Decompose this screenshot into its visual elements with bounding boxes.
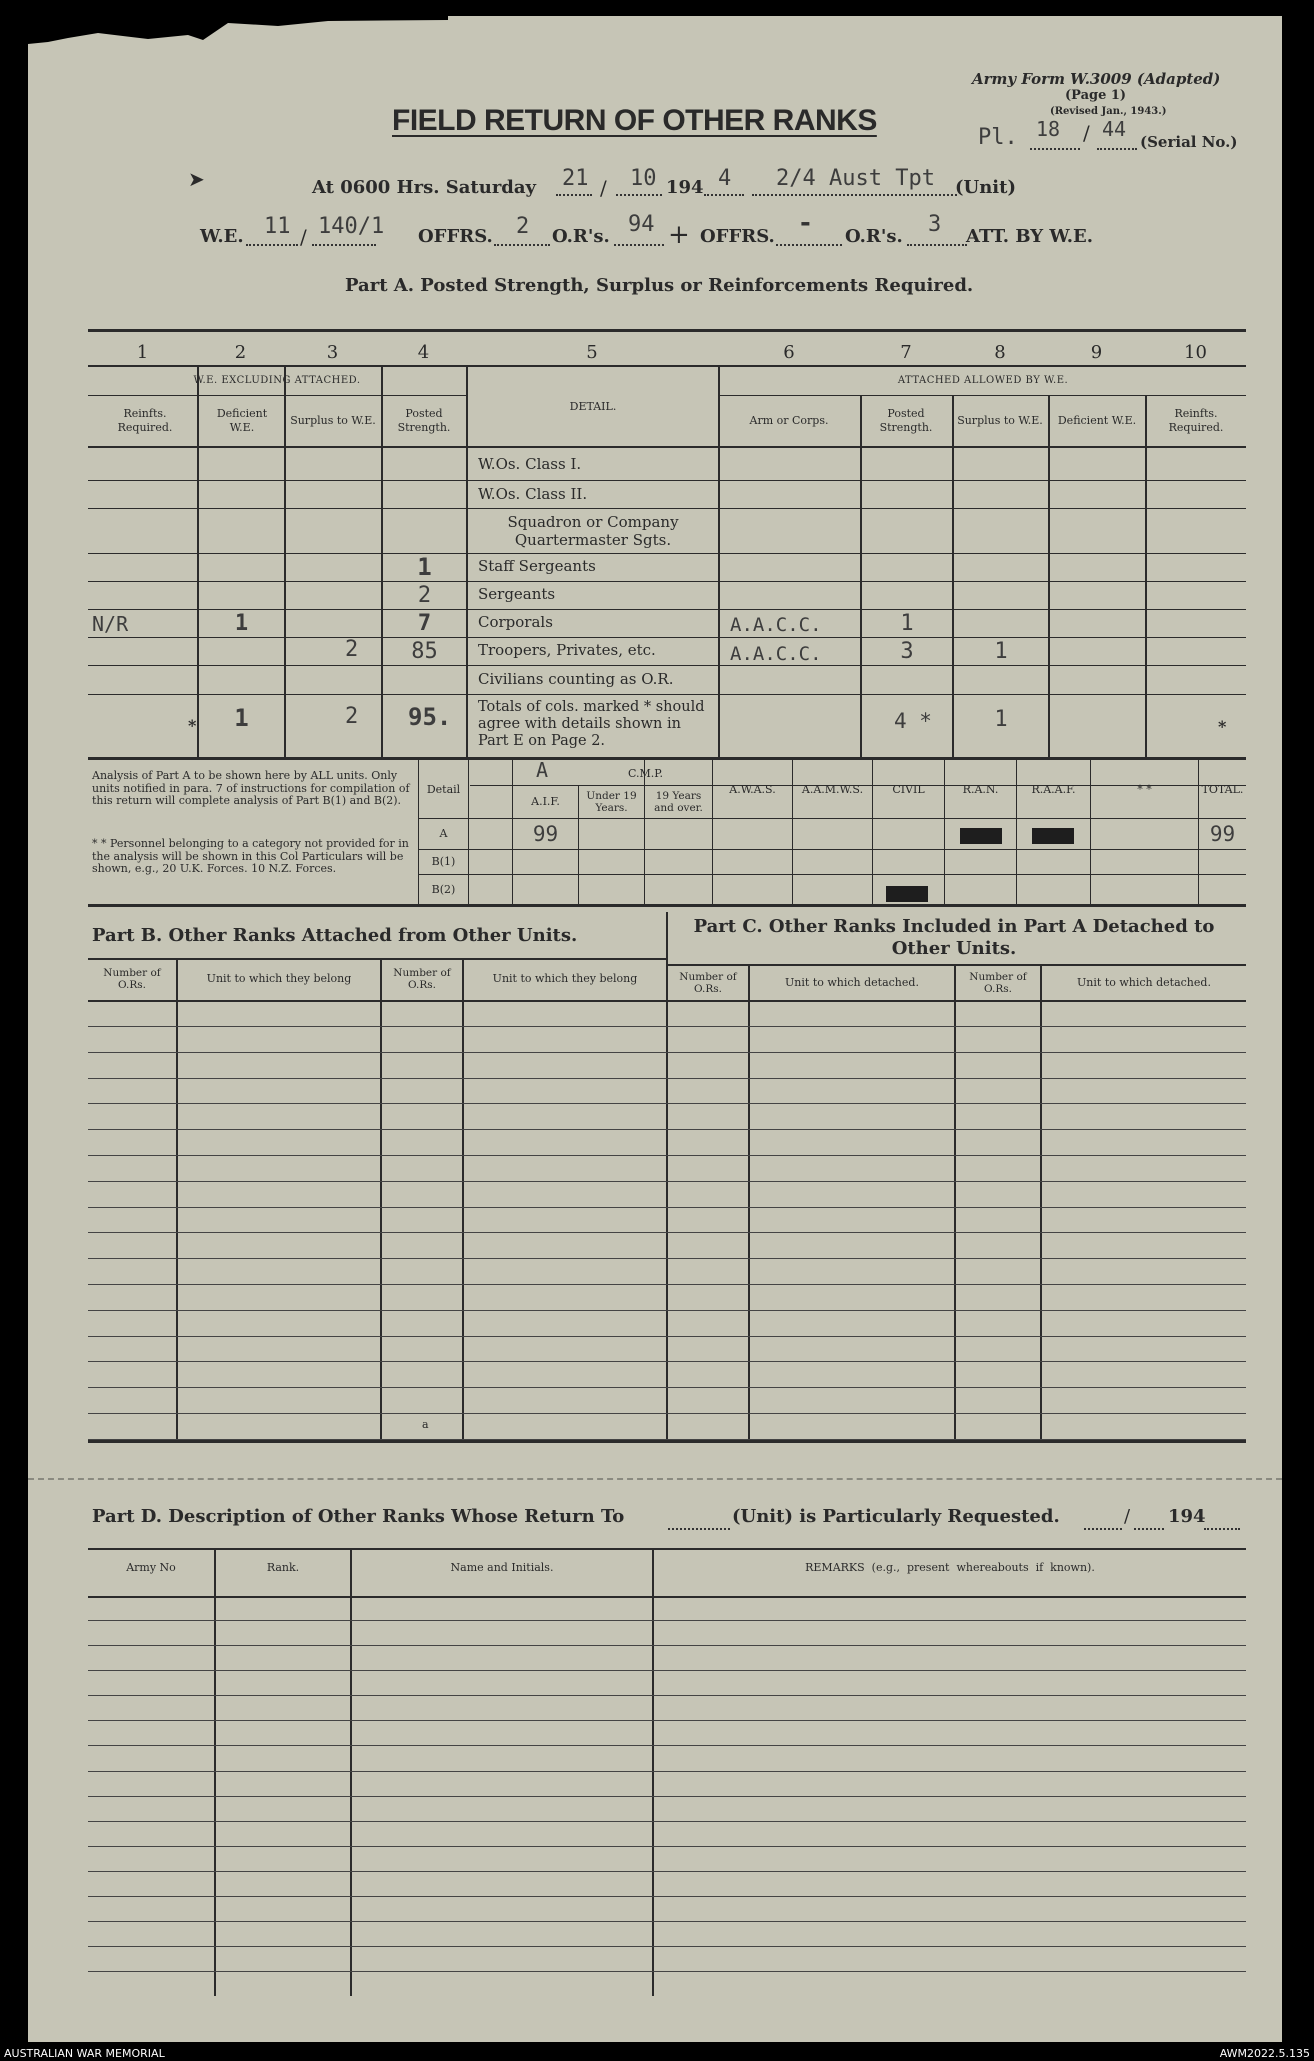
time-label: At 0600 Hrs. Saturday bbox=[312, 177, 537, 198]
unit-label: (Unit) bbox=[955, 177, 1016, 198]
header-attached-reinfts: Reinfts. Required. bbox=[1168, 407, 1224, 434]
form-number: Army Form W.3009 (Adapted) bbox=[972, 70, 1221, 88]
col-number-8: 8 bbox=[994, 341, 1006, 363]
we-label: W.E. bbox=[200, 226, 244, 247]
redaction-raaf bbox=[1032, 828, 1074, 844]
header-civil: CIVIL bbox=[892, 783, 925, 796]
totals-asterisk-10: * bbox=[1218, 717, 1227, 736]
header-19-over: 19 Years and over. bbox=[654, 790, 703, 814]
partb-header-num-2: Number of O.Rs. bbox=[393, 967, 451, 991]
group-header-right: ATTACHED ALLOWED BY W.E. bbox=[897, 375, 1069, 386]
troopers-surplus: 2 bbox=[345, 637, 359, 662]
header-aamws: A.A.M.W.S. bbox=[801, 783, 864, 796]
ruled-line bbox=[88, 1896, 1246, 1897]
sergeants-posted: 2 bbox=[417, 582, 432, 608]
col-number-6: 6 bbox=[783, 341, 795, 363]
ruled-line bbox=[88, 1771, 1246, 1772]
ruled-line bbox=[88, 1387, 1246, 1388]
totals-surplus: 2 bbox=[345, 704, 359, 729]
header-aif: A.I.F. bbox=[531, 795, 560, 808]
group-header-left: W.E. EXCLUDING ATTACHED. bbox=[193, 375, 361, 386]
partb-header-unit-2: Unit to which they belong bbox=[492, 972, 638, 985]
revised-date: (Revised Jan., 1943.) bbox=[1050, 106, 1167, 117]
ruled-line bbox=[88, 1336, 1246, 1337]
analysis-row-a: A bbox=[439, 827, 448, 840]
ruled-line bbox=[88, 1620, 1246, 1621]
header-ran: R.A.N. bbox=[962, 783, 999, 796]
header-surplus-we: Surplus to W.E. bbox=[290, 414, 376, 427]
totals-att-posted: 4 * bbox=[894, 709, 932, 733]
ruled-line bbox=[88, 1971, 1246, 1972]
row-detail-sergeants: Sergeants bbox=[478, 585, 556, 603]
cmp-label: C.M.P. bbox=[628, 767, 663, 780]
total-row-a: 99 bbox=[1209, 822, 1236, 846]
analysis-row-b1: B(1) bbox=[431, 855, 456, 868]
col-number-1: 1 bbox=[136, 341, 149, 363]
partb-mark: a bbox=[422, 1418, 429, 1431]
arrow-mark-icon: ➤ bbox=[188, 167, 205, 191]
header-attached-surplus: Surplus to W.E. bbox=[957, 414, 1043, 427]
part-d-title: Part D. Description of Other Ranks Whose Return To bbox=[92, 1506, 625, 1527]
page-title: FIELD RETURN OF OTHER RANKS bbox=[392, 104, 877, 137]
row-detail-corporals: Corporals bbox=[478, 613, 553, 631]
offrs-value: 2 bbox=[516, 214, 530, 239]
corporals-posted: 7 bbox=[417, 610, 432, 636]
totals-deficient: 1 bbox=[234, 704, 249, 732]
totals-posted: 95. bbox=[408, 703, 452, 731]
header-deficient-we: Deficient W.E. bbox=[216, 407, 268, 434]
offrs-label: OFFRS. bbox=[418, 226, 493, 247]
redaction-civil bbox=[886, 886, 928, 902]
totals-asterisk-1: * bbox=[188, 716, 197, 735]
ruled-line bbox=[88, 1871, 1246, 1872]
header-total: TOTAL. bbox=[1201, 783, 1244, 796]
col-number-4: 4 bbox=[417, 341, 430, 363]
ruled-line bbox=[88, 1745, 1246, 1746]
ors2-label: O.R's. bbox=[845, 226, 903, 247]
row-detail-civilians: Civilians counting as O.R. bbox=[478, 670, 674, 688]
ruled-line bbox=[88, 1720, 1246, 1721]
footer-accession: AWM2022.5.135 bbox=[1219, 2047, 1310, 2060]
ruled-line bbox=[88, 1155, 1246, 1156]
part-d-title-b: (Unit) is Particularly Requested. bbox=[732, 1506, 1060, 1527]
we-value-a: 11 bbox=[264, 214, 291, 239]
month-value: 10 bbox=[630, 166, 657, 191]
ruled-line bbox=[88, 1284, 1246, 1285]
corporals-att-posted: 1 bbox=[900, 610, 914, 636]
partd-header-rank: Rank. bbox=[266, 1561, 300, 1574]
partc-header-num-2: Number of O.Rs. bbox=[969, 971, 1027, 995]
ruled-line bbox=[88, 1413, 1246, 1414]
row-detail-staff-sgts: Staff Sergeants bbox=[478, 557, 596, 575]
staff-sgts-posted: 1 bbox=[417, 553, 432, 581]
troopers-att-surplus: 1 bbox=[994, 638, 1008, 664]
partc-header-unit-2: Unit to which detached. bbox=[1077, 976, 1211, 989]
header-attached-posted-strength: Posted Strength. bbox=[879, 407, 933, 434]
att-label: ATT. BY W.E. bbox=[966, 226, 1094, 247]
header-reinfts-required: Reinfts. Required. bbox=[117, 407, 173, 434]
offrs2-value: - bbox=[800, 208, 811, 238]
we-value-b: 140/1 bbox=[318, 214, 385, 239]
ruled-line bbox=[88, 1670, 1246, 1671]
col-number-2: 2 bbox=[234, 341, 247, 363]
col-number-9: 9 bbox=[1090, 341, 1103, 363]
header-raaf: R.A.A.F. bbox=[1031, 783, 1076, 796]
header-arm-corps: Arm or Corps. bbox=[749, 414, 829, 427]
header-posted-strength: Posted Strength. bbox=[397, 407, 451, 434]
ruled-line bbox=[88, 1921, 1246, 1922]
troopers-posted: 85 bbox=[411, 638, 438, 664]
partc-header-num-1: Number of O.Rs. bbox=[679, 971, 737, 995]
partb-header-num-1: Number of O.Rs. bbox=[103, 967, 161, 991]
unit-value: 2/4 Aust Tpt bbox=[776, 166, 935, 191]
serial-number: 18 bbox=[1036, 117, 1061, 141]
ruled-line bbox=[88, 1310, 1246, 1311]
analysis-detail-label: Detail bbox=[426, 783, 461, 796]
header-other: * * bbox=[1137, 783, 1152, 796]
page-number: (Page 1) bbox=[1065, 88, 1127, 103]
ruled-line bbox=[88, 1078, 1246, 1079]
ruled-line bbox=[88, 1796, 1246, 1797]
ruled-line bbox=[88, 1361, 1246, 1362]
col-number-5: 5 bbox=[586, 341, 598, 363]
ruled-line bbox=[88, 1258, 1246, 1259]
troopers-arm-corps: A.A.C.C. bbox=[730, 643, 822, 665]
header-attached-deficient: Deficient W.E. bbox=[1057, 414, 1137, 427]
day-value: 21 bbox=[562, 166, 589, 191]
partd-header-remarks: REMARKS (e.g., present whereabouts if known). bbox=[805, 1561, 1095, 1574]
ruled-line bbox=[88, 1695, 1246, 1696]
ruled-line bbox=[88, 1103, 1246, 1104]
corporals-arm-corps: A.A.C.C. bbox=[730, 614, 822, 636]
year-digit: 4 bbox=[718, 166, 732, 191]
analysis-hand-a: A bbox=[536, 758, 549, 782]
partb-header-unit-1: Unit to which they belong bbox=[206, 972, 352, 985]
form-paper bbox=[28, 16, 1282, 2042]
col-number-10: 10 bbox=[1184, 341, 1207, 363]
part-c-title: Part C. Other Ranks Included in Part A Detached to Other Units. bbox=[693, 916, 1215, 959]
part-a-title: Part A. Posted Strength, Surplus or Reinforcements Required. bbox=[345, 275, 974, 296]
analysis-note: Analysis of Part A to be shown here by ALL units. Only units notified in para. 7 of instructions for compilation of this return will complete analysis of Part B(1) and B(2). bbox=[92, 769, 410, 807]
troopers-att-posted: 3 bbox=[900, 638, 914, 664]
partd-header-army-no: Army No bbox=[126, 1561, 176, 1574]
ruled-line bbox=[88, 1846, 1246, 1847]
header-awas: A.W.A.S. bbox=[729, 783, 776, 796]
serial-label: (Serial No.) bbox=[1140, 133, 1238, 151]
ruled-line bbox=[88, 1645, 1246, 1646]
torn-edge bbox=[28, 16, 448, 66]
detail-header: DETAIL. bbox=[569, 399, 617, 413]
row-detail-cqms: Squadron or Company Quartermaster Sgts. bbox=[507, 513, 679, 549]
row-detail-totals: Totals of cols. marked * should agree with details shown in Part E on Page 2. bbox=[478, 699, 705, 749]
col-number-7: 7 bbox=[900, 341, 912, 363]
row-detail-wo1: W.Os. Class I. bbox=[478, 455, 582, 473]
year-prefix: 194 bbox=[666, 177, 704, 198]
partd-header-name: Name and Initials. bbox=[450, 1561, 554, 1574]
ors-value: 94 bbox=[628, 212, 655, 237]
ruled-line bbox=[88, 1129, 1246, 1130]
ruled-line bbox=[88, 1026, 1246, 1027]
header-under-19: Under 19 Years. bbox=[586, 790, 637, 814]
partc-header-unit-1: Unit to which detached. bbox=[785, 976, 919, 989]
ors-label: O.R's. bbox=[552, 226, 610, 247]
ruled-line bbox=[88, 1821, 1246, 1822]
footer-credit: AUSTRALIAN WAR MEMORIAL bbox=[4, 2047, 165, 2060]
part-b-title: Part B. Other Ranks Attached from Other Units. bbox=[92, 925, 578, 946]
ruled-line bbox=[88, 1439, 1246, 1440]
analysis-row-b2: B(2) bbox=[431, 882, 456, 896]
serial-prefix: Pl. bbox=[978, 125, 1018, 150]
redaction-ran bbox=[960, 828, 1002, 844]
row-detail-troopers: Troopers, Privates, etc. bbox=[478, 641, 656, 659]
perforation-line bbox=[28, 1478, 1282, 1480]
totals-att-surplus: 1 bbox=[994, 706, 1008, 732]
ruled-line bbox=[88, 1232, 1246, 1233]
ruled-line bbox=[88, 1207, 1246, 1208]
corporals-reinfts: N/R bbox=[92, 612, 129, 636]
ruled-line bbox=[88, 1052, 1246, 1053]
offrs2-label: OFFRS. bbox=[700, 226, 775, 247]
plus-sign: + bbox=[668, 220, 690, 250]
corporals-deficient: 1 bbox=[234, 610, 249, 636]
part-d-year: 194 bbox=[1168, 1506, 1206, 1527]
serial-year: 44 bbox=[1102, 117, 1127, 141]
ors2-value: 3 bbox=[928, 212, 942, 237]
ruled-line bbox=[88, 1181, 1246, 1182]
col-number-3: 3 bbox=[326, 341, 339, 363]
row-detail-wo2: W.Os. Class II. bbox=[478, 485, 588, 503]
aif-row-a: 99 bbox=[532, 822, 559, 846]
ruled-line bbox=[88, 1946, 1246, 1947]
analysis-note-2: * * Personnel belonging to a category not provided for in the analysis will be shown in this Col Particulars will be shown, e.g., 20 U.K. Forces. 10 N.Z. Forces. bbox=[92, 837, 409, 875]
